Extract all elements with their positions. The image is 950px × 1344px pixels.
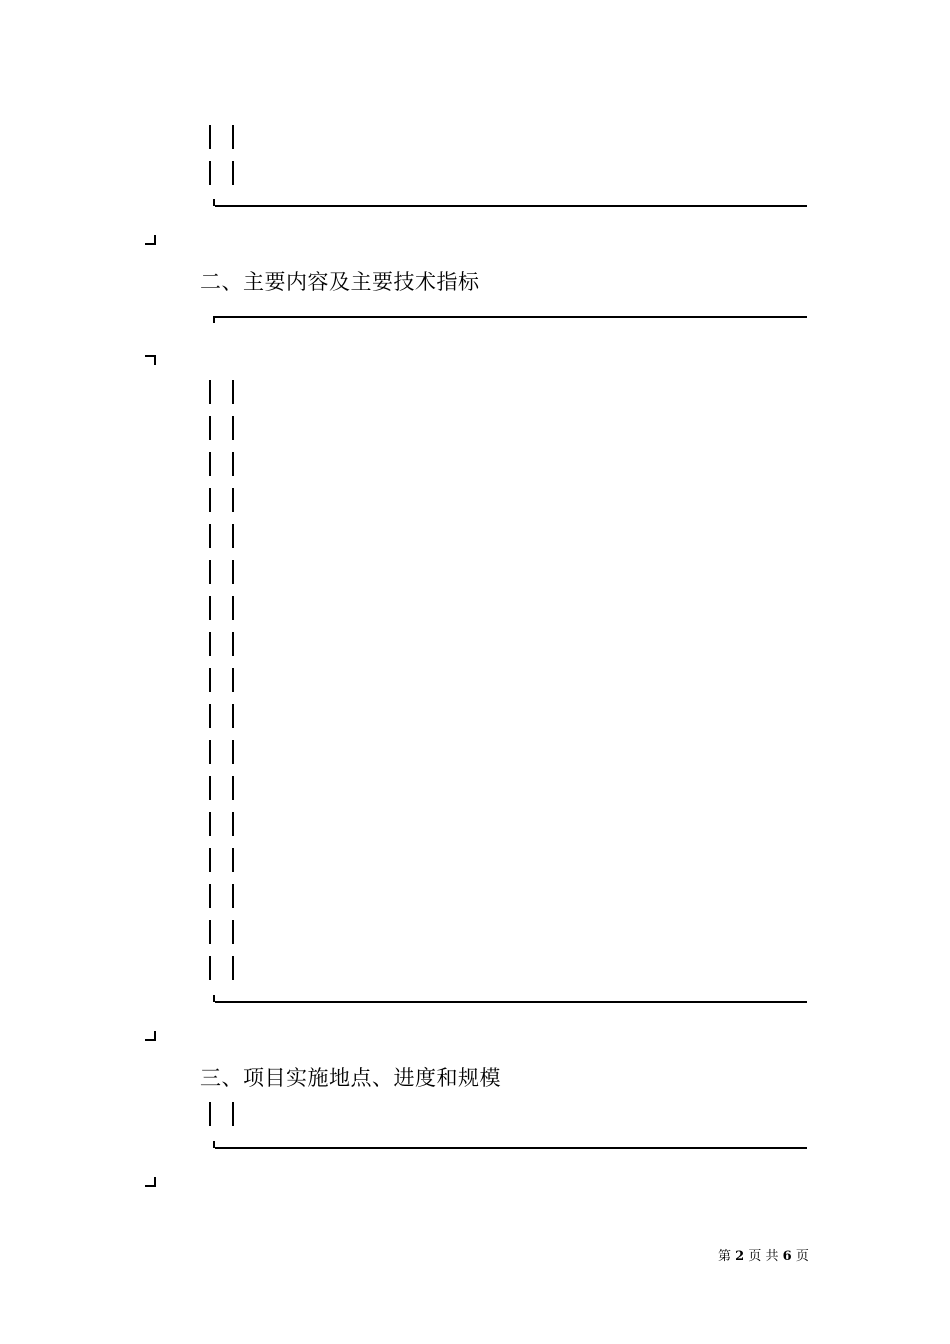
table-row-bars	[209, 848, 239, 874]
table-row-bars	[209, 560, 239, 586]
corner-mark	[145, 1177, 156, 1187]
page-number-footer	[718, 1248, 809, 1266]
section-heading-3: 三、项目实施地点、进度和规模	[200, 1066, 501, 1090]
table-row-bars	[209, 956, 239, 982]
table-bottom-border	[215, 205, 807, 207]
footer-suffix: 页	[795, 1249, 809, 1264]
table-row-bars	[209, 668, 239, 694]
table-row-bars	[209, 812, 239, 838]
table-row-bars	[209, 920, 239, 946]
footer-middle: 页 共	[748, 1249, 779, 1264]
corner-mark	[145, 1031, 156, 1041]
table-row-bars	[209, 452, 239, 478]
table-row-bars	[209, 776, 239, 802]
table-row-bars	[209, 596, 239, 622]
table-row-bars	[209, 704, 239, 730]
table-row-bars	[209, 740, 239, 766]
table-row-bars	[209, 125, 239, 151]
footer-prefix: 第	[718, 1249, 732, 1264]
table-bottom-border	[215, 1147, 807, 1149]
total-page-number: 6	[782, 1249, 792, 1264]
table-row-bars	[209, 1102, 239, 1128]
table-row-bars	[209, 161, 239, 187]
section-heading-2: 二、主要内容及主要技术指标	[200, 270, 480, 294]
table-corner-top-left	[213, 316, 215, 323]
table-row-bars	[209, 632, 239, 658]
table-row-bars	[209, 416, 239, 442]
table-top-border	[215, 316, 807, 318]
table-row-bars	[209, 524, 239, 550]
table-row-bars	[209, 884, 239, 910]
table-bottom-border	[215, 1001, 807, 1003]
table-row-bars	[209, 488, 239, 514]
current-page-number: 2	[735, 1249, 745, 1264]
corner-mark	[145, 355, 156, 365]
table-row-bars	[209, 380, 239, 406]
corner-mark	[145, 235, 156, 245]
